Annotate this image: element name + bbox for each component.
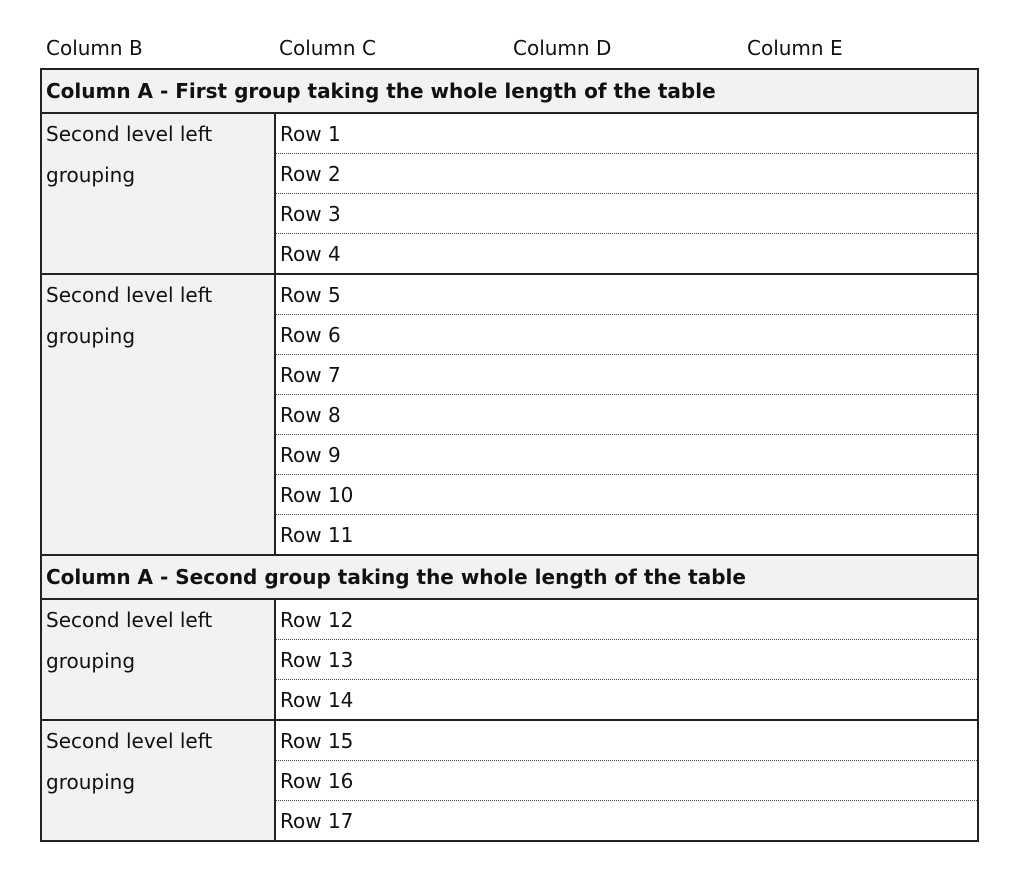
table-row xyxy=(41,599,978,640)
row-cell: Row 16 xyxy=(275,761,978,801)
column-header-e: Column E xyxy=(747,36,843,60)
row-cell: Row 3 xyxy=(275,194,978,234)
group-title: Column A - Second group taking the whole length of the table xyxy=(41,555,978,599)
column-header-d: Column D xyxy=(513,36,612,60)
row-cell: Row 11 xyxy=(275,515,978,556)
table-row xyxy=(41,720,978,761)
group-header-row xyxy=(41,69,978,113)
row-cell: Row 17 xyxy=(275,801,978,842)
row-cell: Row 13 xyxy=(275,640,978,680)
row-cell: Row 4 xyxy=(275,234,978,275)
column-header-c: Column C xyxy=(279,36,376,60)
row-cell: Row 1 xyxy=(275,113,978,154)
row-cell: Row 12 xyxy=(275,599,978,640)
subgroup-label: Second level left grouping xyxy=(41,274,275,555)
row-cell: Row 15 xyxy=(275,720,978,761)
group-title: Column A - First group taking the whole length of the table xyxy=(41,69,978,113)
row-cell: Row 2 xyxy=(275,154,978,194)
column-headers xyxy=(0,33,1024,63)
grouped-table xyxy=(40,68,979,842)
table-row xyxy=(41,113,978,154)
subgroup-label: Second level left grouping xyxy=(41,720,275,841)
row-cell: Row 5 xyxy=(275,274,978,315)
row-cell: Row 14 xyxy=(275,680,978,721)
row-cell: Row 6 xyxy=(275,315,978,355)
table-row xyxy=(41,274,978,315)
row-cell: Row 10 xyxy=(275,475,978,515)
row-cell: Row 9 xyxy=(275,435,978,475)
subgroup-label: Second level left grouping xyxy=(41,113,275,274)
row-cell: Row 7 xyxy=(275,355,978,395)
row-cell: Row 8 xyxy=(275,395,978,435)
column-header-b: Column B xyxy=(46,36,143,60)
subgroup-label: Second level left grouping xyxy=(41,599,275,720)
group-header-row xyxy=(41,555,978,599)
